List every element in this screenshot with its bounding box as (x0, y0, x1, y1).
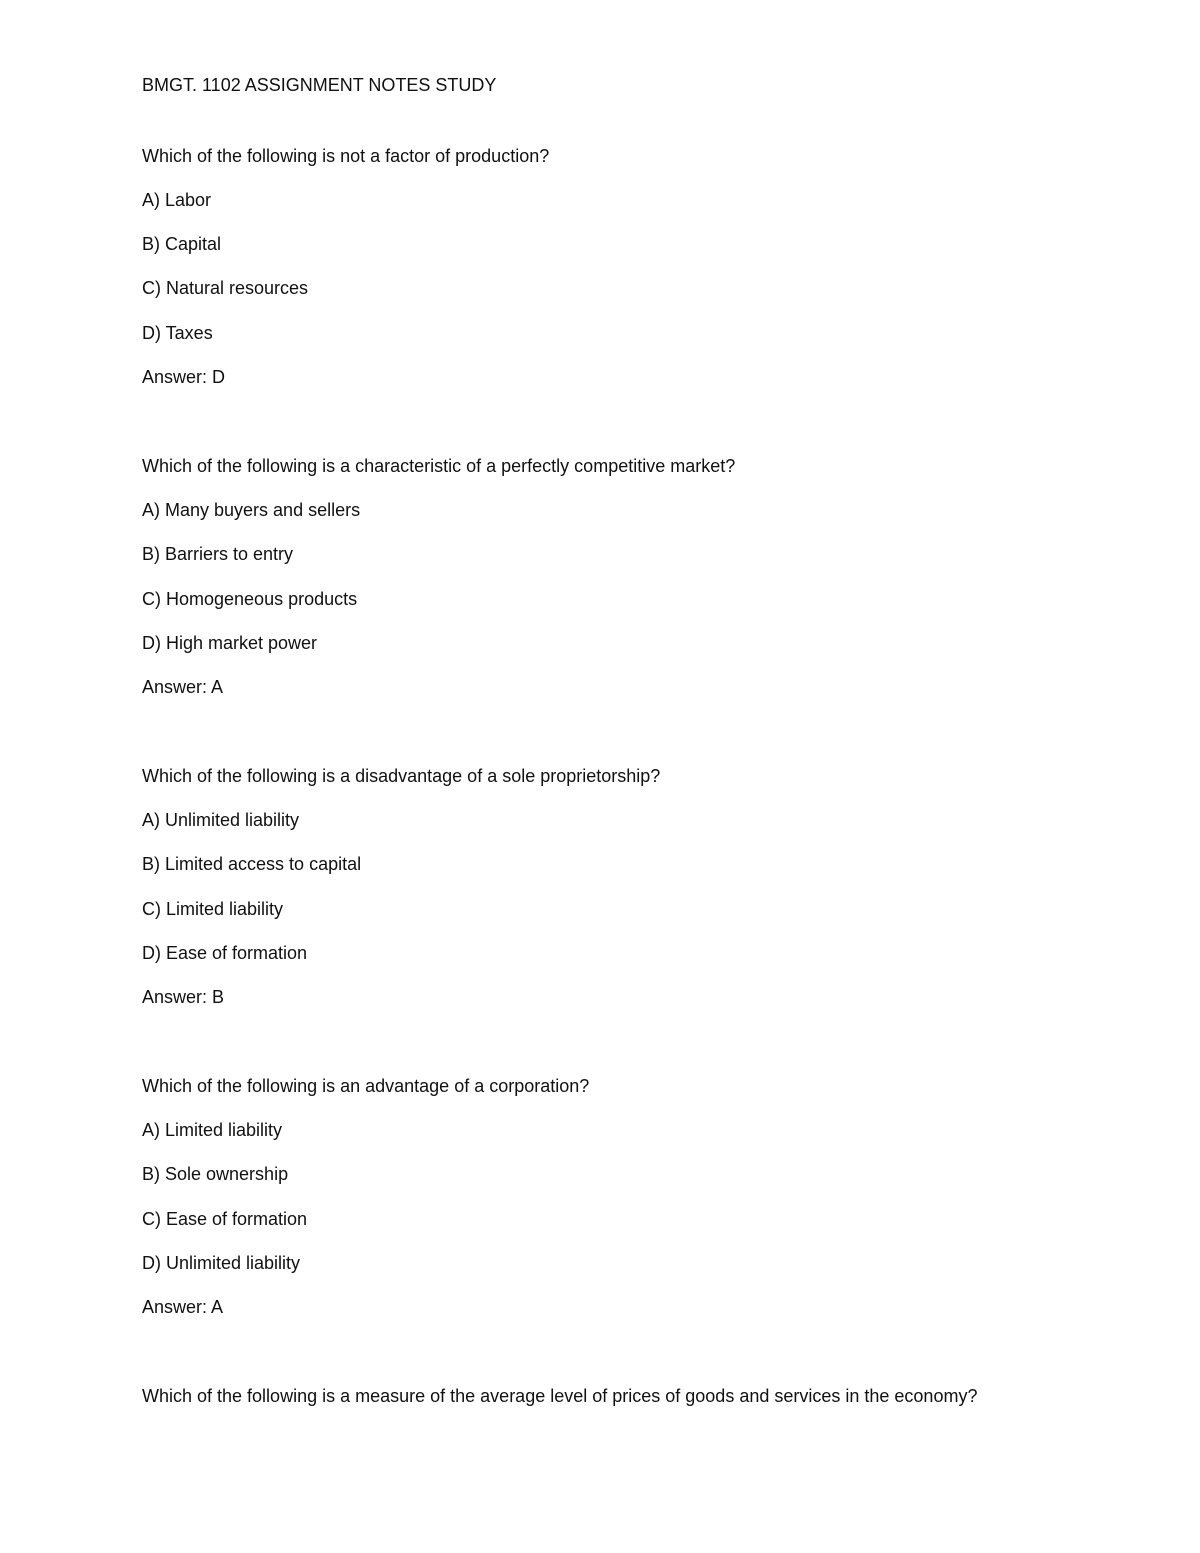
answer-line: Answer: A (142, 1297, 224, 1318)
option-a: A) Limited liability (142, 1120, 283, 1141)
option-b: B) Limited access to capital (142, 854, 362, 875)
option-b: B) Barriers to entry (142, 544, 294, 565)
question-text: Which of the following is a measure of the average level of prices of goods and services in the economy? (142, 1385, 978, 1406)
option-d: D) Taxes (142, 322, 213, 343)
option-d: D) High market power (142, 632, 318, 653)
question-text: Which of the following is not a factor of production? (142, 145, 550, 166)
option-c: C) Limited liability (142, 898, 284, 919)
document-body (142, 72, 1102, 1427)
option-b: B) Sole ownership (142, 1164, 289, 1185)
question-text: Which of the following is an advantage of a corporation? (142, 1075, 590, 1096)
option-c: C) Ease of formation (142, 1208, 308, 1229)
question-block-1 (142, 143, 1102, 390)
option-c: C) Natural resources (142, 278, 309, 299)
option-c: C) Homogeneous products (142, 588, 358, 609)
question-text: Which of the following is a characteristic of a perfectly competitive market? (142, 455, 736, 476)
question-block-4 (142, 1073, 1102, 1320)
option-a: A) Unlimited liability (142, 810, 300, 831)
option-a: A) Labor (142, 189, 212, 210)
question-block-2 (142, 453, 1102, 700)
answer-line: Answer: D (142, 367, 226, 388)
question-text: Which of the following is a disadvantage of a sole proprietorship? (142, 765, 661, 786)
answer-line: Answer: A (142, 677, 224, 698)
answer-line: Answer: B (142, 987, 225, 1008)
question-block-3 (142, 763, 1102, 1010)
option-a: A) Many buyers and sellers (142, 499, 361, 520)
option-d: D) Unlimited liability (142, 1253, 301, 1274)
option-b: B) Capital (142, 234, 222, 255)
question-block-5 (142, 1383, 1102, 1409)
document-title: BMGT. 1102 ASSIGNMENT NOTES STUDY (142, 75, 497, 95)
option-d: D) Ease of formation (142, 942, 308, 963)
